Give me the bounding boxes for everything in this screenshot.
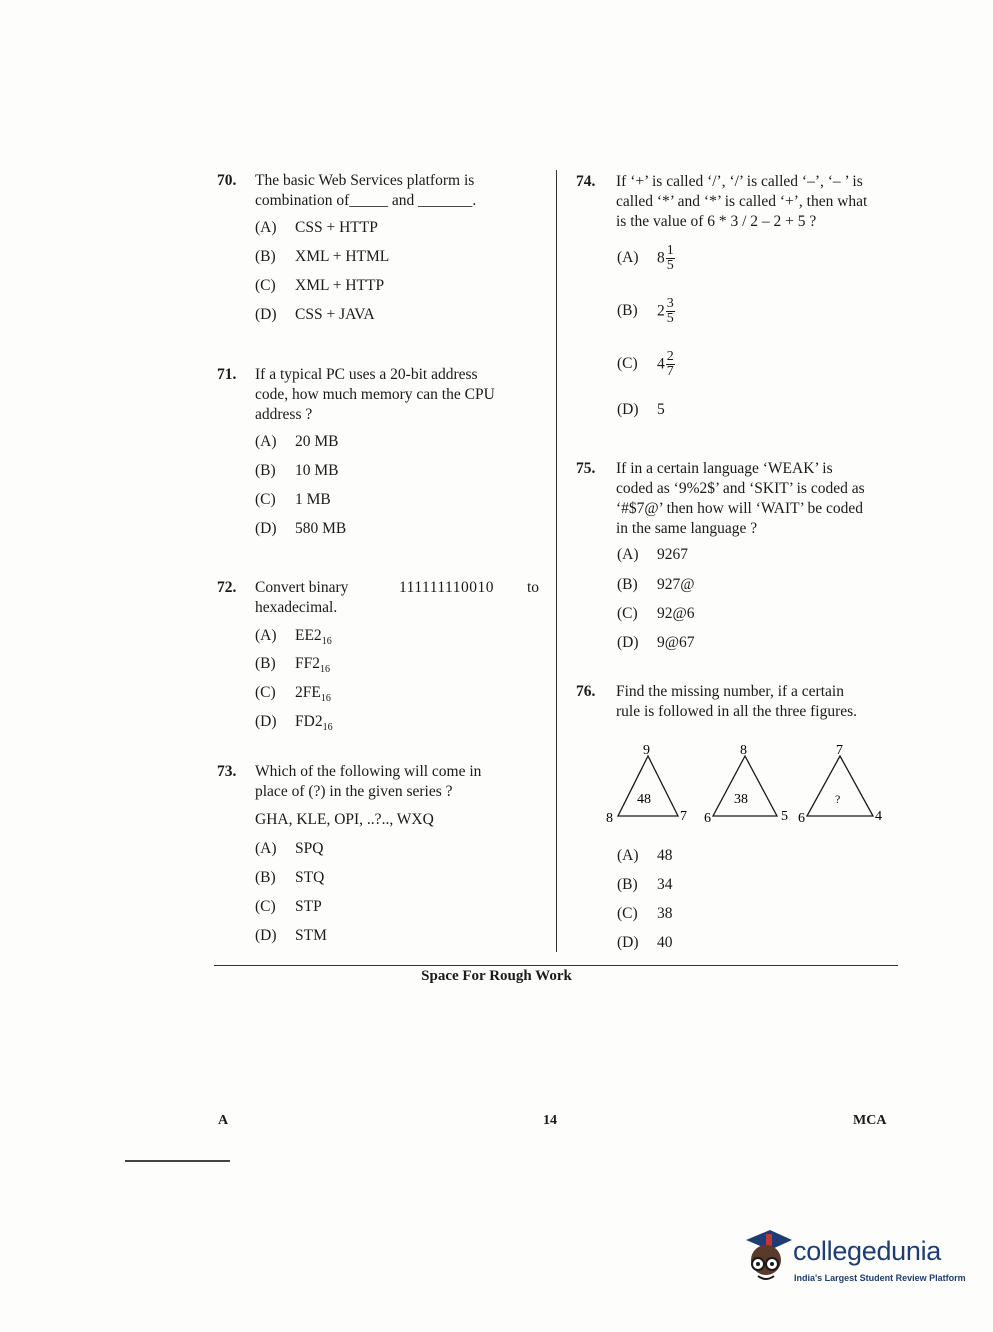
question-text-line: hexadecimal.	[255, 599, 338, 616]
footer-course: MCA	[853, 1113, 887, 1128]
triangle-3	[798, 743, 882, 826]
option-b: (B) XML + HTML	[255, 248, 390, 265]
question-number: 71.	[217, 366, 237, 383]
option-d: (D) $FD2_{16}$	[255, 713, 333, 734]
triangles-figure	[600, 738, 890, 828]
option-d: (D) CSS + JAVA	[255, 306, 375, 323]
triangle-left-number: 6	[798, 811, 805, 826]
fraction: $\frac{3}{5}$	[666, 296, 674, 326]
triangle-top-number: 8	[740, 743, 747, 758]
question-70	[217, 171, 547, 211]
option-b: (B) 34	[617, 876, 673, 893]
option-b: (B) STQ	[255, 869, 325, 886]
option-c: (C) 92@6	[617, 605, 695, 622]
question-text-line: address ?	[255, 406, 313, 423]
logo-mascot-icon	[736, 1226, 794, 1286]
rough-work-label: Space For Rough Work	[421, 968, 572, 984]
option-a: (A) 20 MB	[255, 433, 339, 450]
question-text-line: to	[527, 579, 540, 596]
question-text-line: Which of the following will come in	[255, 763, 482, 780]
page-number: 14	[543, 1113, 557, 1128]
question-text-line: If ‘+’ is called ‘/’, ‘/’ is called ‘–’, ‘– ’ is	[616, 173, 863, 190]
scan-mark	[125, 1160, 230, 1162]
question-text-line: in the same language ?	[616, 520, 758, 537]
fraction: $\frac{2}{7}$	[666, 349, 674, 379]
option-d: (D) STM	[255, 927, 327, 944]
option-d: (D) 5	[617, 401, 665, 418]
triangle-left-number: 6	[704, 811, 711, 826]
option-c: (C) 4 $\frac{2}{7}$	[617, 349, 674, 379]
question-76	[576, 682, 902, 722]
column-divider	[556, 170, 557, 952]
option-b: (B) 927@	[617, 576, 695, 593]
triangle-right-number: 5	[781, 809, 788, 824]
triangle-right-number: 7	[680, 809, 687, 824]
triangle-1	[606, 743, 687, 826]
option-a: (A) 48	[617, 847, 673, 864]
question-73	[217, 762, 547, 802]
option-a: (A) CSS + HTTP	[255, 219, 378, 236]
triangle-left-number: 8	[606, 811, 613, 826]
option-b: (B) 2 $\frac{3}{5}$	[617, 296, 674, 326]
question-text-line: called ‘*’ and ‘*’ is called ‘+’, then what	[616, 193, 868, 210]
triangle-center-number: ?	[835, 792, 841, 806]
base-subscript: 16	[322, 722, 333, 734]
bottom-rule	[214, 965, 898, 966]
binary-number: 111111110010	[399, 579, 494, 596]
option-c: (C) 38	[617, 905, 673, 922]
question-text-line: The basic Web Services platform is	[255, 172, 475, 189]
triangle-top-number: 9	[643, 743, 650, 758]
question-text-line: coded as ‘9%2$’ and ‘SKIT’ is coded as	[616, 480, 865, 497]
logo-wordmark: collegedunia	[793, 1236, 942, 1266]
triangle-center-number: 48	[637, 792, 651, 807]
footer-series: A	[218, 1113, 229, 1128]
option-a: (A) 8 $\frac{1}{5}$	[617, 243, 674, 273]
triangle-2	[704, 743, 788, 826]
base-subscript: 16	[320, 664, 330, 676]
question-75	[576, 459, 902, 539]
question-text-line: Convert binary	[255, 579, 349, 596]
question-text-line: is the value of 6 * 3 / 2 – 2 + 5 ?	[616, 213, 817, 230]
question-number: 75.	[576, 460, 596, 477]
question-number: 76.	[576, 683, 596, 700]
question-text-line: If a typical PC uses a 20-bit address	[255, 366, 478, 383]
question-74	[576, 172, 902, 232]
question-71	[217, 365, 547, 425]
option-d: (D) 40	[617, 934, 673, 951]
option-c: (C) STP	[255, 898, 322, 915]
question-72	[217, 578, 547, 618]
option-c: (C) XML + HTTP	[255, 277, 385, 294]
question-text-line: combination of_____ and _______.	[255, 192, 477, 209]
question-text-line: If in a certain language ‘WEAK’ is	[616, 460, 833, 477]
option-b: (B) $FF2_{16}$	[255, 655, 330, 676]
option-a: (A) SPQ	[255, 840, 324, 857]
triangle-top-number: 7	[836, 743, 843, 758]
base-subscript: 16	[320, 693, 331, 705]
triangle-center-number: 38	[734, 792, 748, 807]
collegedunia-logo	[736, 1226, 966, 1296]
question-text-line: code, how much memory can the CPU	[255, 386, 495, 403]
option-a: (A) 9267	[617, 546, 688, 563]
option-c: (C) $2FE_{16}$	[255, 684, 331, 705]
question-text-line: place of (?) in the given series ?	[255, 783, 453, 800]
question-text-line: ‘#$7@’ then how will ‘WAIT’ be coded	[616, 500, 863, 517]
question-text-line: rule is followed in all the three figures.	[616, 703, 858, 720]
question-number: 72.	[217, 579, 237, 596]
option-b: (B) 10 MB	[255, 462, 339, 479]
option-a: (A) $EE2_{16}$	[255, 627, 332, 648]
triangle-right-number: 4	[875, 809, 882, 824]
question-number: 70.	[217, 172, 237, 189]
option-c: (C) 1 MB	[255, 491, 331, 508]
question-number: 73.	[217, 763, 237, 780]
logo-tagline: India's Largest Student Review Platform	[794, 1273, 966, 1283]
option-d: (D) 9@67	[617, 634, 695, 651]
fraction: $\frac{1}{5}$	[666, 243, 674, 273]
question-text-line: Find the missing number, if a certain	[616, 683, 844, 700]
question-number: 74.	[576, 173, 596, 190]
option-d: (D) 580 MB	[255, 520, 347, 537]
base-subscript: 16	[321, 636, 332, 648]
series-text: GHA, KLE, OPI, ..?.., WXQ	[255, 811, 434, 828]
